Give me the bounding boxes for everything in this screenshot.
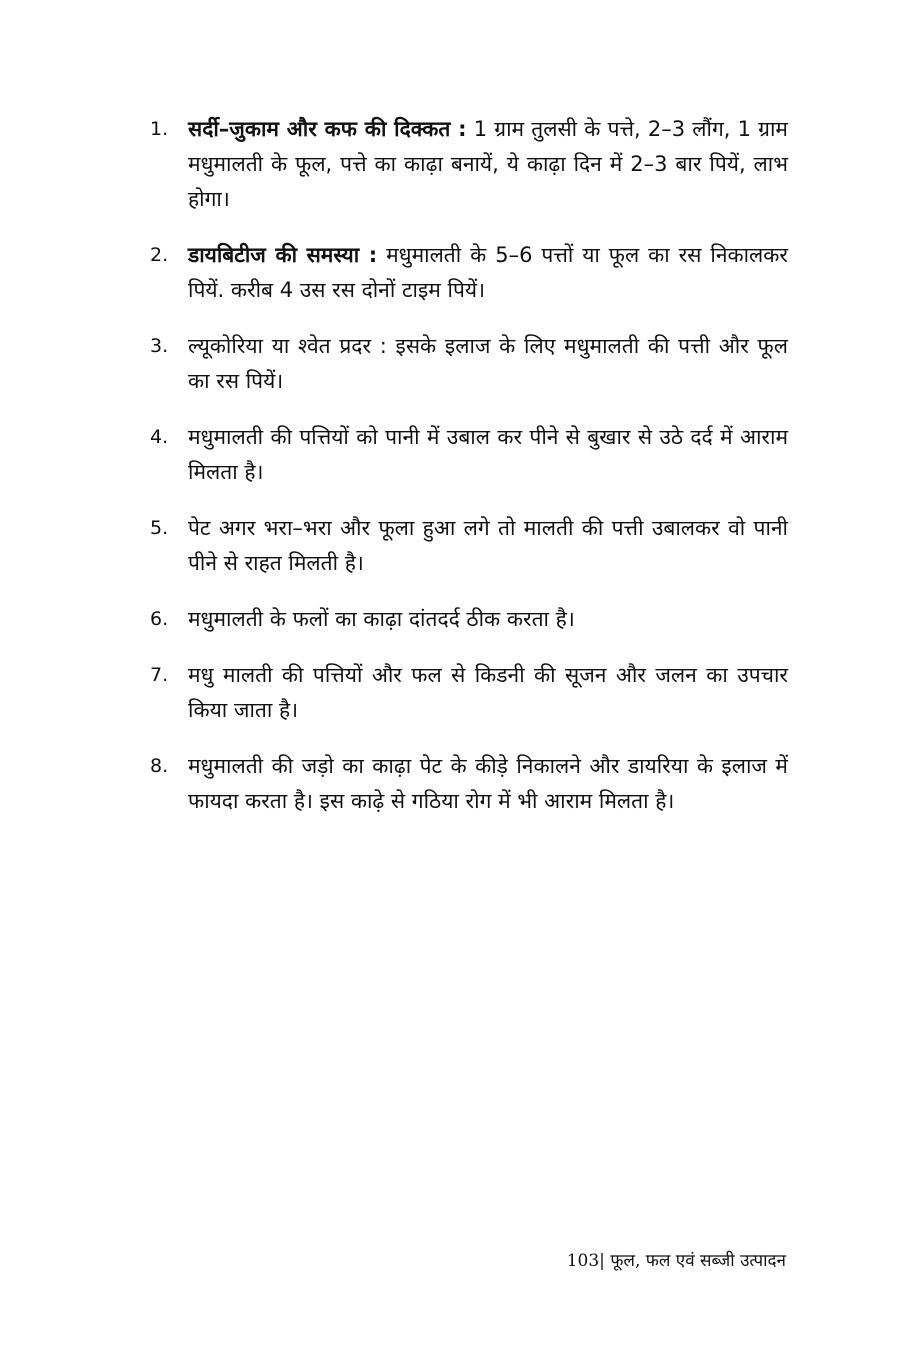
list-item [150,329,788,399]
item-text [188,602,788,637]
item-number: 2. [150,244,169,266]
item-number: 1. [150,118,169,140]
item-body: मधुमालती की जड़ो का काढ़ा पेट के कीड़े निकालने और डायरिया के इलाज में फायदा करता है। इस काढ़े से गठिया रोग में भी आराम मिलता है। [188,754,788,813]
item-number: 6. [150,608,169,630]
item-body: 1 ग्राम तुलसी के पत्ते, 2–3 लौंग, 1 ग्राम मधुमालती के फूल, पत्ते का काढ़ा बनायें, ये काढ़ा दिन में 2–3 बार पियें, लाभ होगा। [188,117,788,211]
page-number: 103| [566,1251,605,1271]
item-number: 8. [150,755,169,777]
item-heading: सर्दी–जुकाम और कफ की दिक्कत : [188,117,467,141]
item-number: 3. [150,335,169,357]
item-number: 5. [150,517,169,539]
remedy-list [150,112,788,840]
list-item [150,511,788,581]
item-text [188,749,788,819]
book-title: फूल, फल एवं सब्जी उत्पादन [610,1251,786,1271]
item-text [188,112,788,217]
item-body: पेट अगर भरा–भरा और फूला हुआ लगे तो मालती की पत्ती उबालकर वो पानी पीने से राहत मिलती है। [188,516,788,575]
item-body: मधु मालती की पत्तियों और फल से किडनी की सूजन और जलन का उपचार किया जाता है। [188,663,788,722]
list-item [150,420,788,490]
item-text [188,238,788,308]
item-text [188,511,788,581]
item-body: मधुमालती की पत्तियों को पानी में उबाल कर पीने से बुखार से उठे दर्द में आराम मिलता है। [188,425,788,484]
item-text [188,420,788,490]
list-item [150,238,788,308]
item-body: मधुमालती के 5–6 पत्तों या फूल का रस निकालकर पियें. करीब 4 उस रस दोनों टाइम पियें। [188,243,788,302]
page-footer [567,1250,786,1272]
list-item [150,112,788,217]
item-heading: डायबिटीज की समस्या : [188,243,378,267]
list-item [150,658,788,728]
list-item [150,749,788,819]
item-text [188,329,788,399]
item-body: मधुमालती के फलों का काढ़ा दांतदर्द ठीक करता है। [188,607,575,631]
item-number: 4. [150,426,169,448]
item-number: 7. [150,664,169,686]
item-text [188,658,788,728]
item-body: ल्यूकोरिया या श्वेत प्रदर : इसके इलाज के लिए मधुमालती की पत्ती और फूल का रस पियें। [188,334,788,393]
list-item [150,602,788,637]
